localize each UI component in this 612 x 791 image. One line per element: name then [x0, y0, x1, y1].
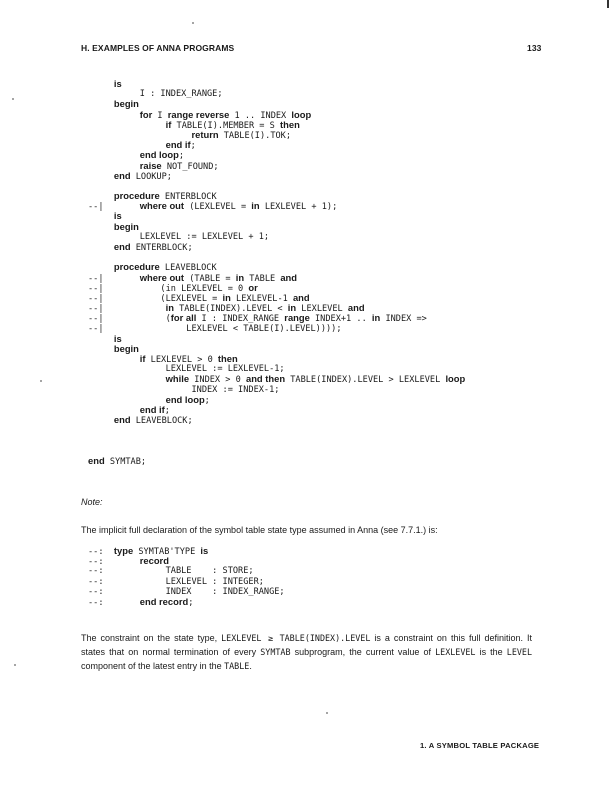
code-text: --:: [88, 597, 140, 608]
code-line: [88, 293, 465, 303]
code-line: [88, 89, 465, 99]
text-run: is the: [475, 647, 507, 657]
code-text: ;: [204, 395, 210, 406]
code-keyword: then: [280, 118, 300, 130]
code-keyword: while: [165, 373, 190, 385]
code-keyword: begin: [113, 342, 139, 354]
code-text: TABLE(I).MEMBER = S: [171, 120, 280, 131]
code-text: LEXLEVEL := LEXLEVEL-1;: [88, 364, 285, 375]
code-line: [88, 374, 465, 384]
code-text: TABLE(I).TOK;: [218, 130, 292, 141]
running-header: H. EXAMPLES OF ANNA PROGRAMS: [81, 43, 235, 53]
code-keyword: where out: [139, 200, 185, 212]
code-keyword: if: [165, 118, 172, 130]
code-line: [88, 120, 465, 130]
code-keyword: and: [280, 271, 298, 283]
code-text: ENTERBLOCK: [159, 192, 217, 203]
code-line: [88, 436, 465, 446]
code-text: --: LEXLEVEL : INTEGER;: [88, 576, 264, 587]
code-keyword: in: [251, 200, 260, 212]
code-keyword: is: [113, 332, 122, 344]
code-text: INDEX := INDEX-1;: [88, 384, 280, 395]
code-run: TABLE: [224, 661, 250, 671]
code-text: ENTERBLOCK;: [130, 243, 193, 253]
code-text: SYMTAB'TYPE: [133, 547, 201, 557]
code-text: [88, 100, 114, 110]
code-line: [88, 385, 465, 395]
code-line: [88, 405, 465, 415]
code-keyword: procedure: [113, 190, 160, 202]
code-text: --| (in LEXLEVEL = 0: [88, 283, 249, 294]
code-text: --| (LEXLEVEL =: [88, 293, 223, 304]
text-run: The constraint on the state type,: [81, 633, 222, 643]
code-text: TABLE(INDEX).LEVEL <: [173, 304, 288, 315]
code-line: [88, 303, 465, 313]
code-text: ;: [190, 141, 196, 152]
code-text: LEAVEBLOCK;: [130, 416, 193, 427]
code-text: --: INDEX : INDEX_RANGE;: [88, 586, 285, 597]
code-text: --|: [88, 304, 166, 315]
code-keyword: or: [248, 281, 258, 293]
code-line: [88, 446, 465, 456]
code-line: [88, 577, 285, 587]
code-line: [88, 283, 465, 293]
code-keyword: and: [292, 291, 310, 303]
code-listing: [88, 79, 465, 466]
text-run: .: [249, 661, 252, 671]
code-line: [88, 597, 285, 607]
code-line: [88, 556, 285, 566]
code-keyword: for all: [170, 312, 197, 324]
code-line: [88, 415, 465, 425]
code-text: LEXLEVEL > 0: [145, 355, 218, 366]
code-keyword: procedure: [113, 261, 160, 273]
code-line: [88, 201, 465, 211]
code-keyword: and: [347, 302, 365, 314]
code-keyword: in: [287, 302, 297, 314]
code-keyword: end if: [139, 404, 165, 415]
code-text: LOOKUP;: [130, 171, 172, 182]
running-footer: 1. A SYMBOL TABLE PACKAGE: [420, 741, 540, 750]
code-text: LEXLEVEL := LEXLEVEL + 1;: [88, 231, 270, 242]
code-line: [88, 232, 465, 242]
code-line: [88, 171, 465, 181]
code-line: [88, 354, 465, 364]
code-text: --| LEXLEVEL < TABLE(I).LEVEL))));: [88, 323, 342, 334]
code-text: ;: [178, 151, 184, 162]
code-keyword: begin: [113, 220, 139, 232]
code-keyword: end: [113, 169, 131, 181]
code-text: I : INDEX_RANGE: [196, 314, 285, 325]
code-run: LEVEL: [506, 647, 532, 657]
code-text: --:: [88, 557, 140, 568]
code-keyword: in: [222, 291, 231, 303]
note-label: Note:: [81, 497, 103, 507]
code-text: [88, 212, 114, 222]
code-line: [88, 324, 465, 334]
code-keyword: is: [113, 78, 122, 89]
code-keyword: type: [113, 545, 134, 556]
code-keyword: range reverse: [167, 108, 230, 120]
code-text: 1 .. INDEX: [229, 110, 292, 121]
text-run: is a constraint on this full definition. It states that on normal termination of every: [81, 633, 533, 657]
code-run: SYMTAB: [260, 647, 291, 657]
scan-speck: [40, 380, 42, 382]
code-line: [88, 566, 285, 576]
code-line: [88, 334, 465, 344]
code-line: [88, 546, 285, 556]
code-line: [88, 161, 465, 171]
scan-speck: [12, 98, 14, 100]
code-keyword: for: [139, 108, 153, 120]
code-text: LEXLEVEL: [296, 304, 348, 315]
code-text: LEXLEVEL + 1);: [259, 202, 338, 213]
code-keyword: end loop: [165, 393, 205, 405]
code-line: [88, 222, 465, 232]
code-keyword: end: [113, 414, 131, 426]
code-line: [88, 130, 465, 140]
code-text: [88, 243, 114, 253]
code-line: [88, 79, 465, 89]
code-text: TABLE(INDEX).LEVEL > LEXLEVEL: [285, 375, 446, 386]
code-text: INDEX+1 ..: [309, 314, 372, 325]
code-line: [88, 110, 465, 120]
code-text: INDEX =>: [380, 314, 427, 325]
code-keyword: range: [284, 312, 310, 324]
code-keyword: and then: [245, 373, 286, 385]
code-keyword: in: [165, 302, 174, 314]
code-text: I: [152, 110, 168, 121]
code-keyword: end: [113, 241, 131, 252]
code-text: --| (: [88, 314, 171, 325]
code-keyword: loop: [445, 373, 466, 385]
code-text: [88, 263, 114, 273]
code-text: NOT_FOUND;: [161, 161, 219, 172]
code-keyword: in: [371, 312, 381, 324]
scan-speck: [326, 712, 328, 714]
code-line: [88, 313, 465, 323]
scan-speck: [192, 22, 194, 24]
text-run: subprogram, the current value of: [290, 647, 436, 657]
code-text: (LEXLEVEL =: [184, 202, 252, 213]
code-text: (TABLE =: [184, 273, 236, 284]
code-keyword: raise: [139, 159, 162, 171]
code-text: TABLE: [244, 273, 281, 284]
code-keyword: end loop: [139, 149, 179, 161]
code-text: SYMTAB;: [104, 456, 147, 467]
code-text: ;: [164, 406, 170, 416]
code-text: [88, 172, 114, 182]
code-text: ;: [188, 597, 194, 608]
code-keyword: record: [139, 555, 169, 567]
code-keyword: end record: [139, 595, 189, 607]
code-listing-record: [88, 546, 285, 607]
code-line: [88, 242, 465, 252]
code-text: INDEX > 0: [189, 375, 246, 386]
code-run: LEXLEVEL: [435, 647, 476, 657]
code-keyword: in: [235, 271, 245, 283]
code-text: --:: [88, 547, 114, 557]
code-keyword: then: [217, 353, 238, 365]
code-line: [88, 273, 465, 283]
code-keyword: if: [139, 353, 146, 365]
code-keyword: loop: [291, 108, 312, 120]
code-keyword: end if: [165, 139, 191, 151]
code-text: LEXLEVEL-1: [230, 293, 293, 304]
page-number: 133: [527, 43, 542, 53]
code-text: --: TABLE : STORE;: [88, 566, 254, 577]
code-keyword: where out: [139, 271, 185, 283]
edge-mark: [607, 0, 609, 8]
code-text: [88, 151, 140, 161]
code-line: [88, 425, 465, 435]
code-text: [88, 416, 114, 426]
code-keyword: is: [200, 545, 209, 556]
code-keyword: return: [191, 128, 219, 140]
code-keyword: is: [113, 210, 122, 222]
code-keyword: begin: [113, 98, 139, 110]
scan-speck: [14, 664, 16, 666]
text-run: component of the latest entry in the: [81, 661, 225, 671]
code-text: --|: [88, 202, 140, 213]
code-text: LEAVEBLOCK: [159, 263, 217, 274]
code-run: LEXLEVEL ≥ TABLE(INDEX).LEVEL: [221, 633, 371, 643]
code-keyword: end: [88, 454, 105, 466]
paragraph-intro: The implicit full declaration of the symbol table state type assumed in Anna (see 7.7.1.) is:: [81, 525, 438, 535]
paragraph-constraint: [81, 631, 532, 673]
code-line: [88, 456, 465, 466]
code-text: --|: [88, 273, 140, 284]
code-text: I : INDEX_RANGE;: [88, 89, 223, 100]
code-line: [88, 211, 465, 221]
